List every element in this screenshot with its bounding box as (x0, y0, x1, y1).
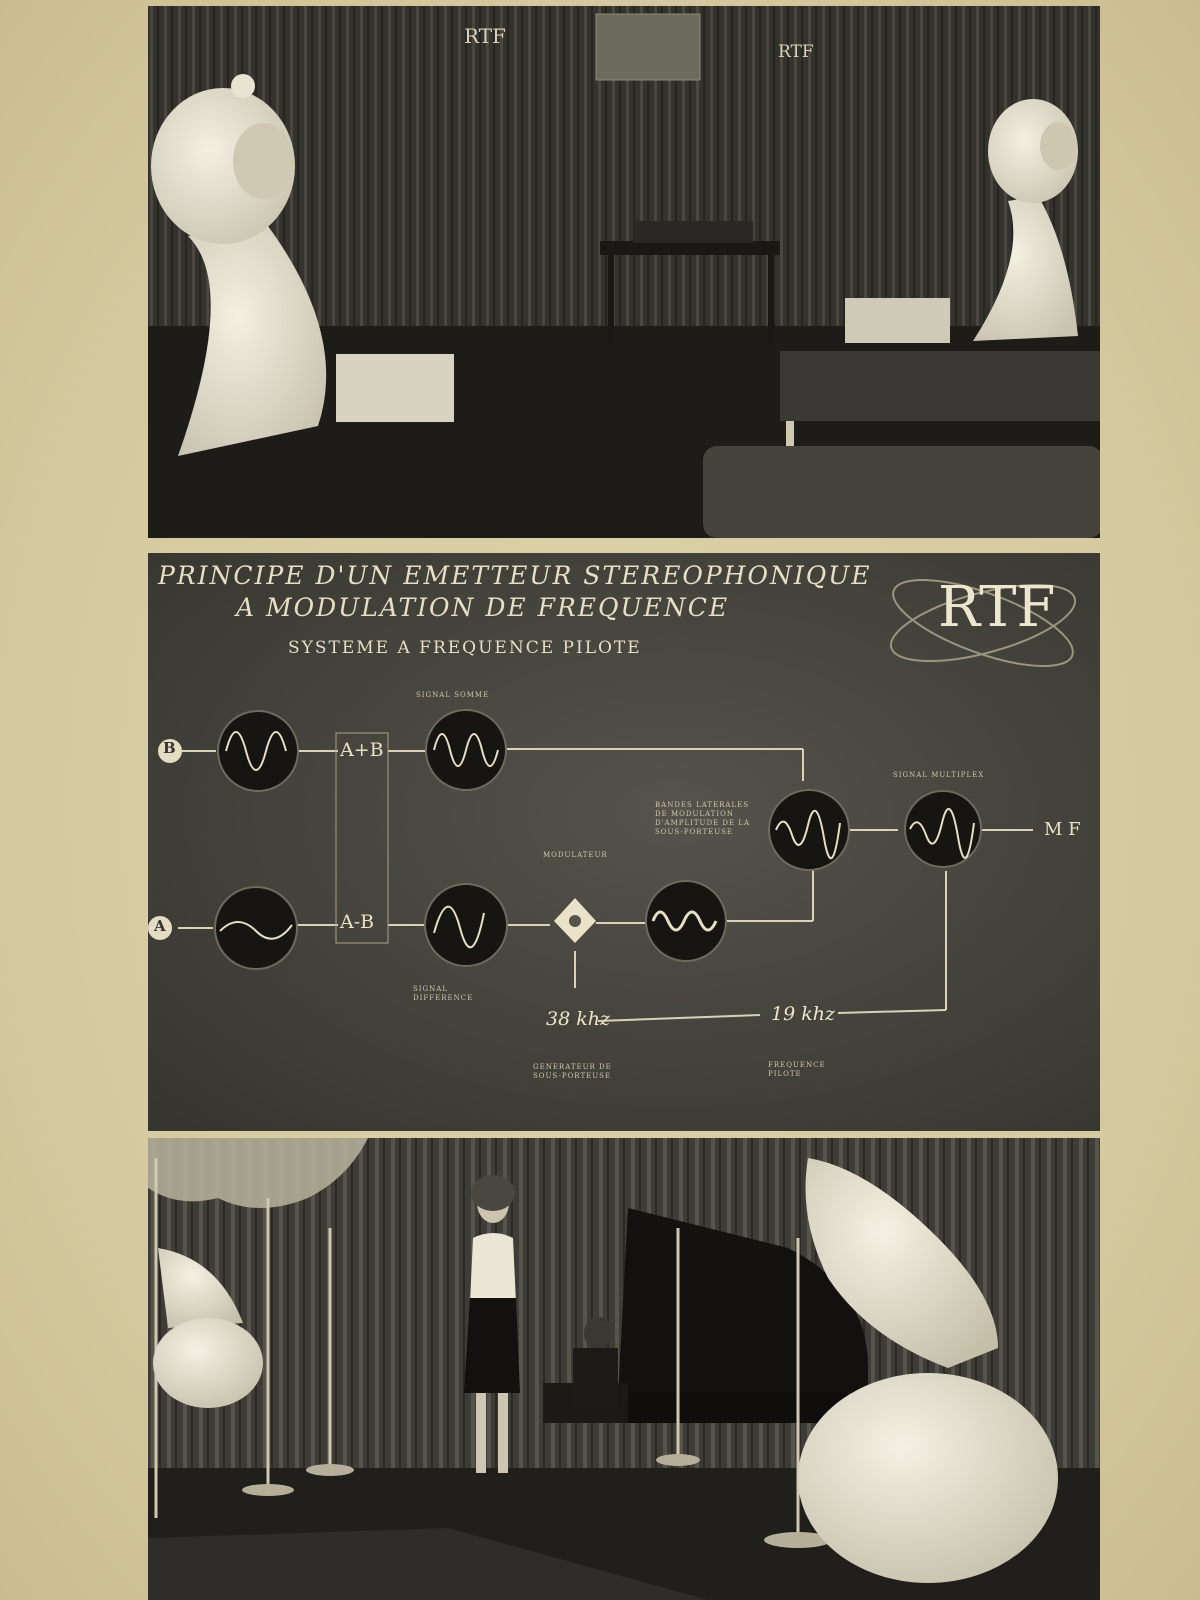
diagram-title-line-2: A MODULATION DE FREQUENCE (236, 593, 730, 622)
freq-38-label: 38 khz (546, 1008, 610, 1030)
difference-label: A-B (340, 911, 375, 933)
sum-label: A+B (340, 739, 384, 761)
label-modulateur: MODULATEUR (543, 851, 608, 859)
label-generateur: GENERATEUR DE SOUS-PORTEUSE (533, 1063, 612, 1080)
freq-19-label: 19 khz (771, 1003, 835, 1025)
photo-stereo-diagram (148, 553, 1100, 1131)
label-signal-difference: SIGNAL DIFFERENCE (413, 985, 474, 1002)
label-frequence-pilote: FREQUENCE PILOTE (768, 1061, 826, 1078)
diagram-title-line-1: PRINCIPE D'UN EMETTEUR STEREOPHONIQUE (158, 561, 872, 590)
label-bandes-laterales: BANDES LATERALES DE MODULATION D'AMPLITUDE DE LA SOUS-PORTEUSE (655, 801, 751, 836)
photo-listening-room (148, 6, 1100, 538)
rtf-logo: RTF (938, 575, 1056, 640)
label-signal-multiplex: SIGNAL MULTIPLEX (893, 771, 985, 779)
label-signal-somme: SIGNAL SOMME (416, 691, 490, 699)
photo-stage-performance (148, 1138, 1100, 1600)
input-a-label: A (154, 917, 166, 935)
rtf-sign-right: RTF (778, 42, 814, 62)
listening-room-illustration (148, 6, 1100, 538)
diagram-subtitle: SYSTEME A FREQUENCE PILOTE (288, 638, 642, 658)
input-b-label: B (163, 739, 176, 757)
output-label: M F (1044, 819, 1081, 840)
stage-performance-illustration (148, 1138, 1100, 1600)
rtf-sign-left: RTF (464, 24, 506, 48)
